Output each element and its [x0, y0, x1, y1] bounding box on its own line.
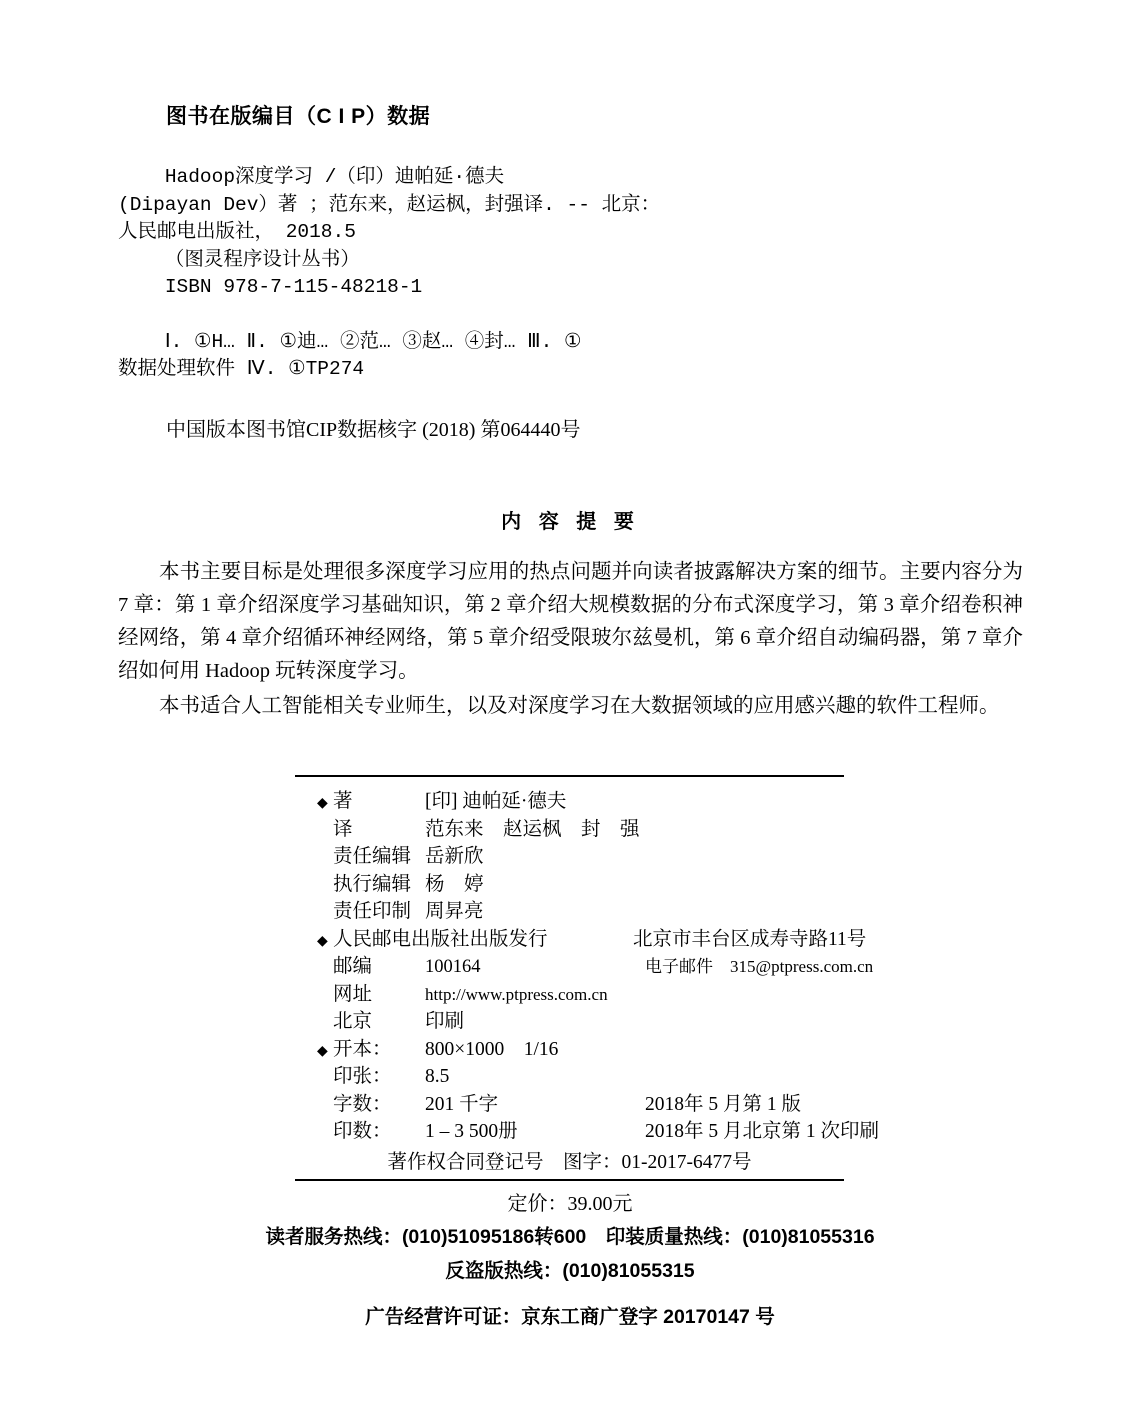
copyright-registration-number: 著作权合同登记号 图字：01-2017-6477号 — [387, 1151, 752, 1173]
spec-label: 开本： — [333, 1038, 392, 1060]
abstract-section — [118, 505, 1023, 723]
credit-value: [印] 迪帕延·德夫 — [425, 791, 567, 812]
abstract-title: 内 容 提 要 — [501, 511, 640, 533]
credit-value: 岳新欣 — [425, 846, 484, 867]
colophon-row-responsible-editor — [295, 843, 844, 871]
colophon-row-format — [295, 1036, 844, 1064]
spec-label: 印张： — [333, 1066, 392, 1087]
credit-label: 著 — [333, 791, 353, 812]
colophon-row-printer — [295, 1008, 844, 1036]
spec-value: 800×1000 1/16 — [425, 1038, 559, 1060]
anti-piracy-hotline: 反盗版热线：(010)81055315 — [445, 1260, 695, 1282]
cip-block — [118, 100, 1018, 444]
cip-heading: 图书在版编目（C I P）数据 — [166, 105, 431, 128]
spec-label: 字数： — [333, 1093, 392, 1115]
ad-license-line: 广告经营许可证：京东工商广登字 20170147 号 — [365, 1306, 775, 1328]
cip-isbn-line: ISBN 978-7-115-48218-1 — [118, 276, 423, 298]
credit-value: 周昇亮 — [425, 901, 484, 922]
email-value: 电子邮件 315@ptpress.com.cn — [645, 957, 874, 976]
publisher-name: 人民邮电出版社出版发行 — [333, 928, 548, 950]
credit-value: 范东来 赵运枫 封 强 — [425, 818, 640, 840]
credit-label: 责任印制 — [333, 901, 412, 922]
spec-value: 8.5 — [425, 1066, 450, 1087]
cip-title-line-2: (Dipayan Dev）著 ；范东来，赵运枫，封强译. -- 北京： — [118, 193, 661, 216]
footer-block — [0, 1188, 1140, 1334]
postcode-value: 100164 — [425, 957, 481, 977]
cip-archive-number: 中国版本图书馆CIP数据核字 (2018) 第064440号 — [166, 418, 581, 441]
website-label: 网址 — [333, 983, 373, 1005]
spec-value: 1 – 3 500册 — [425, 1121, 518, 1142]
colophon-row-postcode — [295, 953, 874, 981]
colophon-row-author — [295, 788, 844, 816]
colophon-body — [295, 777, 880, 1176]
credit-label: 执行编辑 — [333, 873, 412, 895]
publisher-address: 北京市丰台区成寿寺路11号 — [633, 928, 867, 950]
cip-classification-line-1: Ⅰ. ①H… Ⅱ. ①迪… ②范… ③赵… ④封… Ⅲ. ① — [118, 330, 582, 353]
cip-title-line-1: Hadoop深度学习 /（印）迪帕延·德夫 — [118, 166, 505, 188]
diamond-bullet-icon: ◆ — [317, 1043, 328, 1059]
reader-service-hotline: 读者服务热线：(010)51095186转600 印装质量热线：(010)81055316 — [265, 1226, 875, 1248]
website-value: http://www.ptpress.com.cn — [425, 984, 608, 1004]
printer-city: 北京 — [333, 1011, 373, 1032]
colophon-row-sheets — [295, 1063, 844, 1091]
cip-classification-line-2: 数据处理软件 Ⅳ. ①TP274 — [118, 358, 365, 380]
colophon-bottom-rule — [295, 1179, 844, 1181]
colophon-row-executive-editor — [295, 871, 844, 899]
colophon-row-wordcount — [295, 1091, 844, 1119]
price-line: 定价：39.00元 — [507, 1193, 633, 1215]
cip-series-line: （图灵程序设计丛书） — [118, 248, 360, 271]
abstract-paragraph: 本书主要目标是处理很多深度学习应用的热点问题并向读者披露解决方案的细节。主要内容分为 7 章：第 1 章介绍深度学习基础知识，第 2 章介绍大规模数据的分布式深度学习，第 3 章介绍卷积神经网络，第 4 章介绍循环神经网络，第 5 章介绍受限玻尔兹曼机，第 6 章介绍自动编码器，第 7 章介绍如何用 Hadoop 玩转深度学习。 — [118, 561, 1023, 682]
printing-date: 2018年 5 月北京第 1 次印刷 — [645, 1121, 880, 1142]
spec-label: 印数： — [333, 1121, 392, 1142]
postcode-label: 邮编 — [333, 956, 373, 977]
cip-title-line-3: 人民邮电出版社， 2018.5 — [118, 221, 356, 243]
colophon-row-translator — [295, 816, 844, 844]
colophon-row-website — [295, 981, 844, 1009]
printer-value: 印刷 — [425, 1011, 465, 1032]
credit-label: 译 — [333, 818, 353, 840]
colophon-row-printrun — [295, 1118, 880, 1146]
abstract-paragraph: 本书适合人工智能相关专业师生，以及对深度学习在大数据领域的应用感兴趣的软件工程师。 — [159, 695, 1000, 717]
credit-value: 杨 婷 — [425, 873, 484, 895]
credit-label: 责任编辑 — [333, 846, 412, 867]
diamond-bullet-icon: ◆ — [317, 796, 328, 811]
colophon-row-publisher — [295, 926, 867, 954]
diamond-bullet-icon: ◆ — [317, 933, 328, 949]
spec-value: 201 千字 — [425, 1093, 499, 1115]
edition-date: 2018年 5 月第 1 版 — [645, 1093, 802, 1115]
colophon-block — [295, 775, 880, 1181]
colophon-row-print-supervisor — [295, 898, 844, 926]
